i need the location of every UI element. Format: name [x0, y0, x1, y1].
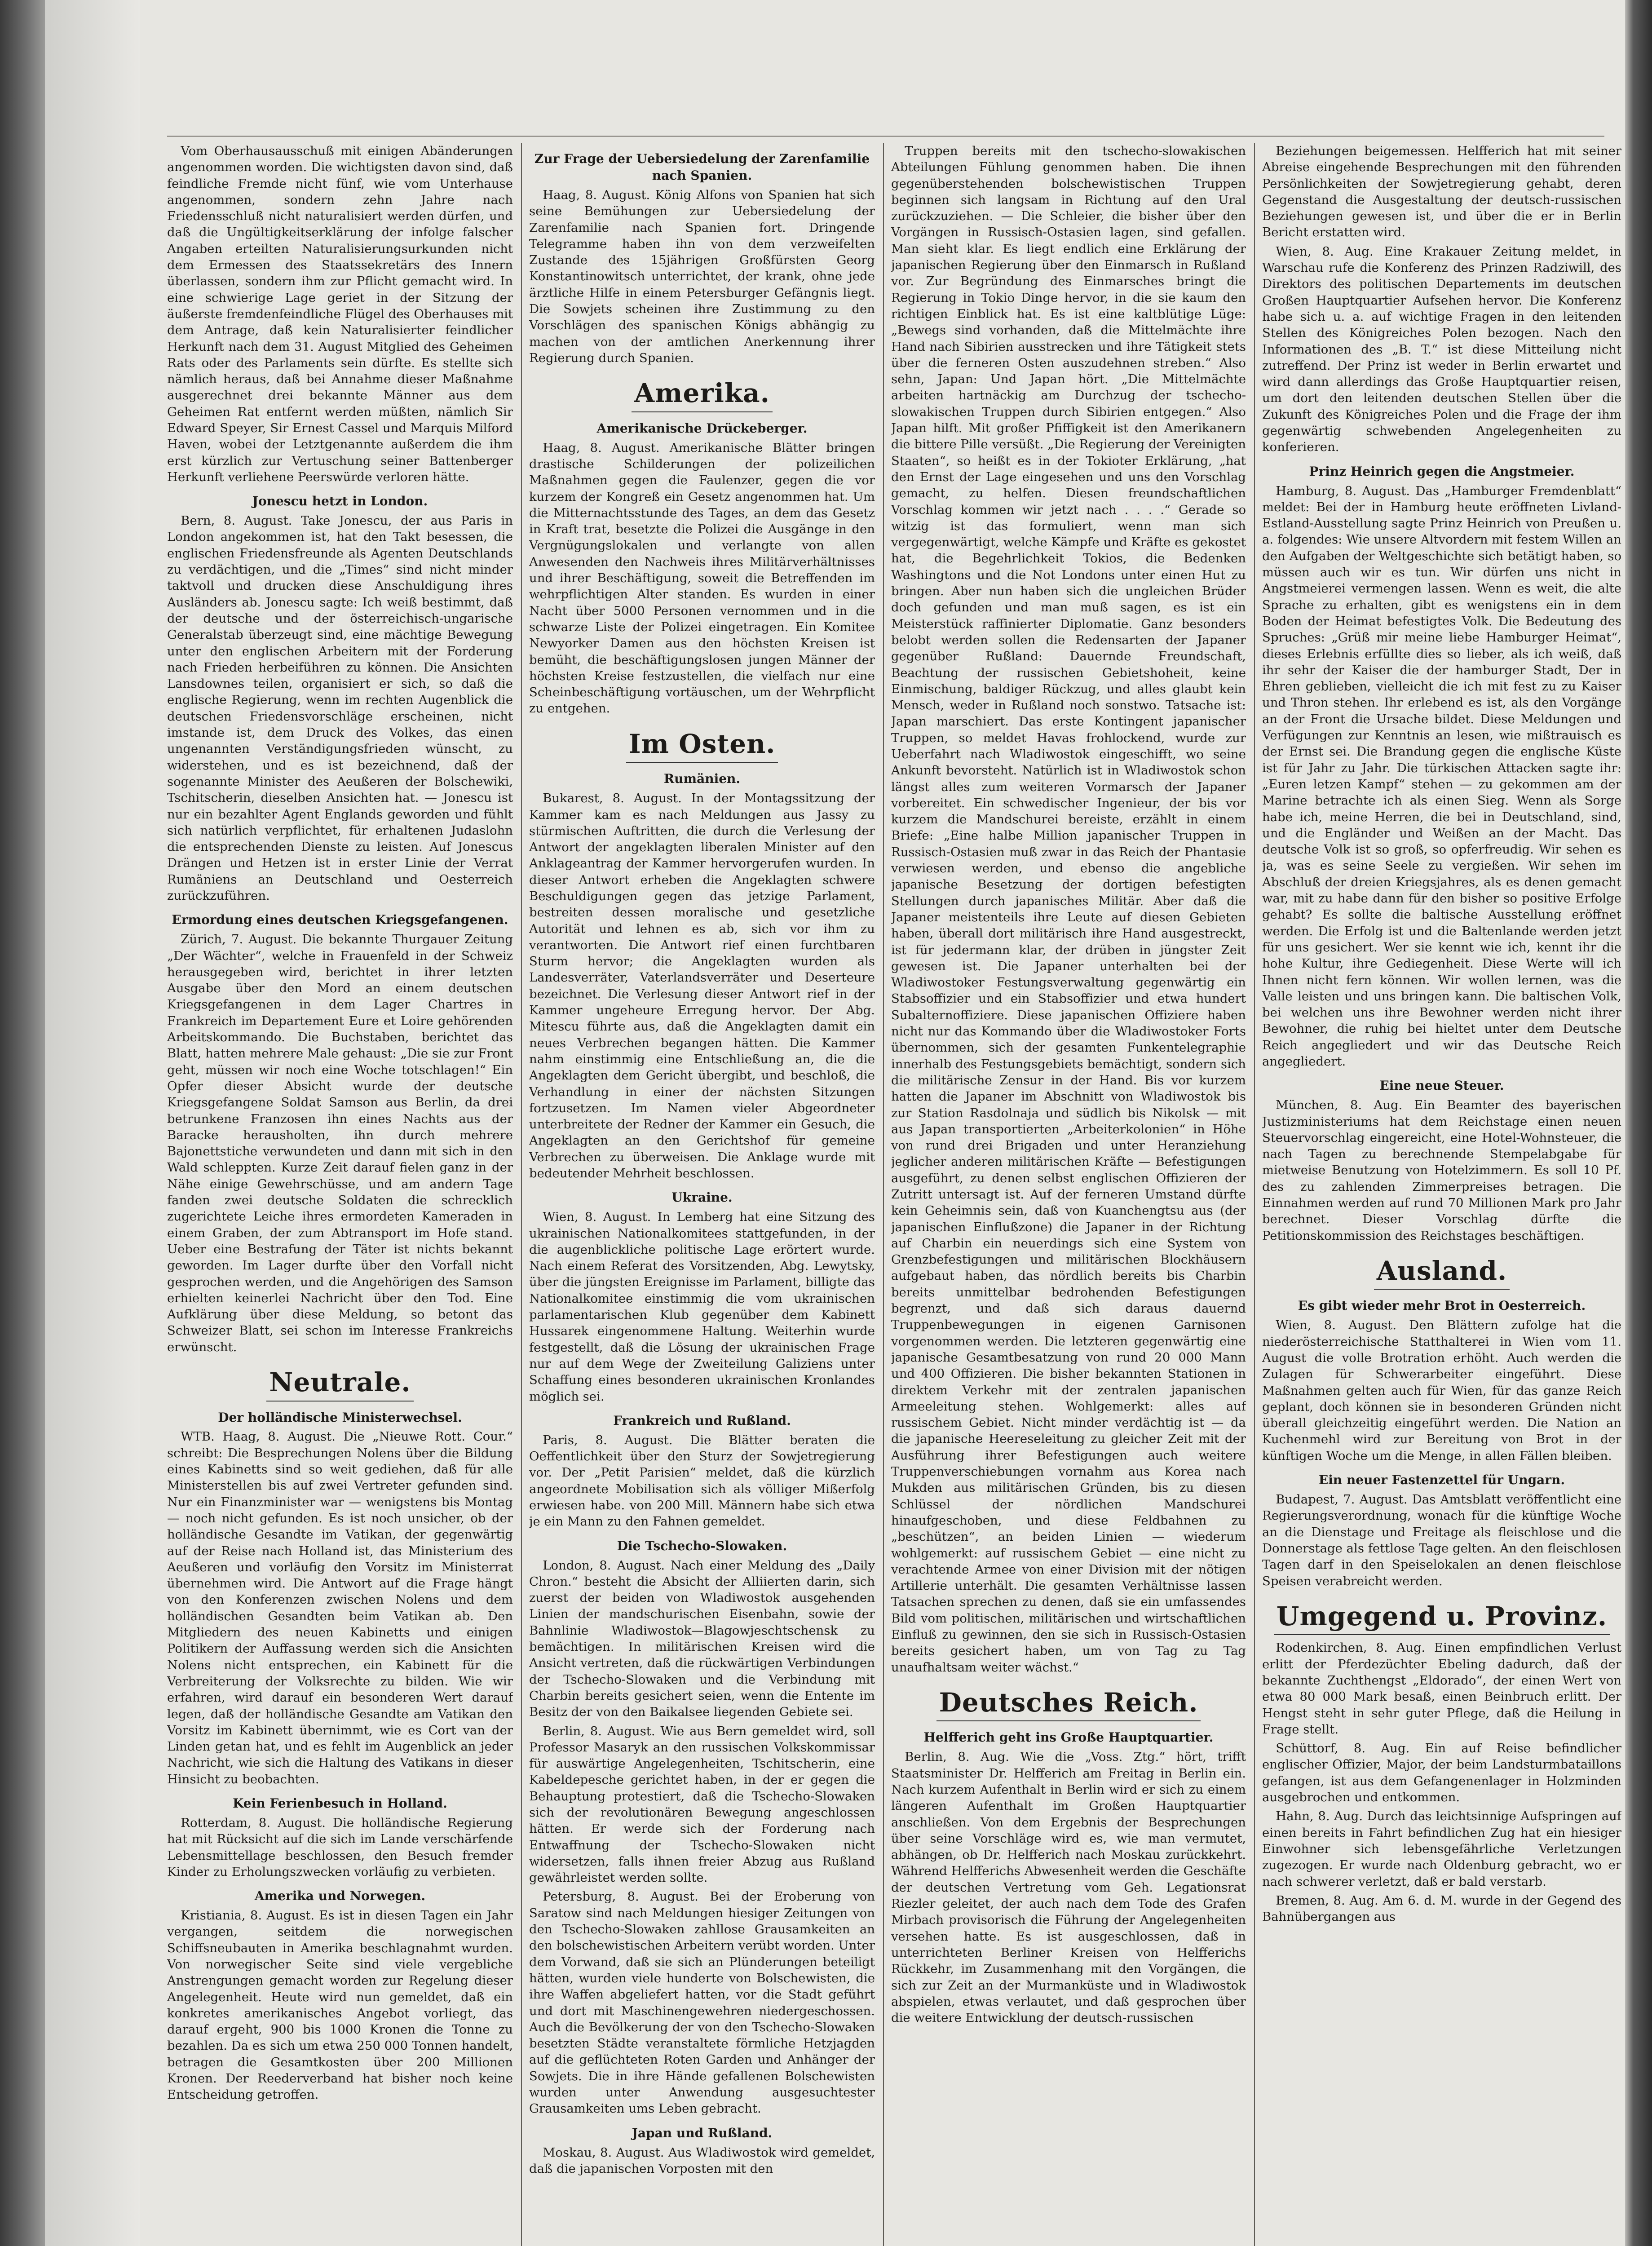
article-headline: Amerikanische Drückeberger. — [596, 420, 808, 436]
column-1 — [167, 143, 513, 2246]
article-paragraph: Rotterdam, 8. August. Die holländische Regierung hat mit Rücksicht auf die sich im Lande verschärfende Lebensmittellage beschlossen, den Besuch fremder Kinder zu Erholungszwecken vorläufig zu verbieten. — [167, 1815, 513, 1879]
section-heading — [1262, 1599, 1621, 1636]
article-headline: Amerika und Norwegen. — [254, 1888, 426, 1904]
article-paragraph: Bukarest, 8. August. In der Montagssitzung der Kammer kam es nach Meldungen aus Jassy zu stürmischen Auftritten, die durch die Verlesung der Antwort der angeklagten liberalen Minister auf den Anklageantrag der Kammer hervorgerufen wurden. In dieser Antwort erheben die Angeklagten schwere Beschuldigungen gegen das jetzige Parlament, bestreiten dessen moralische und gesetzliche Autorität und lehnen es ab, sich vor ihm zu verantworten. Die Antwort rief einen furchtbaren Sturm hervor; die Angeklagten wurden als Landesverräter, Vaterlandsverräter und Deserteure bezeichnet. Die Verlesung dieser Antwort rief in der Kammer ungeheure Erregung hervor. Der Abg. Mitescu führte aus, daß die Angeklagten damit ein neues Verbrechen begangen hätten. Die Kammer nahm einstimmig eine Entschließung an, die die Angeklagten dem Gericht übergibt, und beschloß, die Verhandlung in einer der nächsten Sitzungen fortzusetzen. Im Namen vieler Abgeordneter unterbreitete der Redner der Kammer ein Gesuch, die Angeklagten an den Gerichtshof für gemeine Verbrechen zu überweisen. Die Anklage wurde mit bedeutender Mehrheit beschlossen. — [529, 791, 875, 1181]
article-headline: Prinz Heinrich gegen die Angstmeier. — [1309, 464, 1575, 479]
article-paragraph: Bremen, 8. Aug. Am 6. d. M. wurde in der Gegend des Bahnübergangen aus — [1262, 1893, 1621, 1924]
article-paragraph: Kristiania, 8. August. Es ist in diesen Tagen ein Jahr vergangen, seitdem die norwegischen Schiffsneubauten in Amerika beschlagnahmt wurden. Von norwegischer Seite sind viele vergebliche Anstrengungen gemacht worden zur Regelung dieser Angelegenheit. Heute wird nun gemeldet, daß ein konkretes amerikanisches Angebot vorliegt, das darauf ergeht, 900 bis 1000 Kronen die Tonne zu bezahlen. Da es sich um etwa 250 000 Tonnen handelt, betragen die Gesamtkosten über 200 Millionen Kronen. Der Reederverband hat bisher noch keine Entscheidung getroffen. — [167, 1908, 513, 2102]
article-paragraph: Budapest, 7. August. Das Amtsblatt veröffentlicht eine Regierungsverordnung, wonach für die künftige Woche an die Dienstage und Freitage als fleischlose und die Donnerstage als fettlose Tage gelten. An den fleischlosen Tagen darf in den Speiselokalen an denen fleischlose Speisen verabreicht werden. — [1262, 1492, 1621, 1588]
article-paragraph: Berlin, 8. August. Wie aus Bern gemeldet wird, soll Professor Masaryk an den russischen Volkskommissar für auswärtige Angelegenheiten, Tschitscherin, eine Kabeldepesche gerichtet haben, in der er gegen die Behauptung protestiert, daß die Tschecho-Slowaken sich der revolutionären Bewegung angeschlossen hätten. Er werde sich der Forderung nach Entwaffnung der Tschecho-Slowaken nicht widersetzen, falls ihnen freier Abzug aus Rußland gewährleistet werden sollte. — [529, 1724, 875, 1885]
article-headline: Ermordung eines deutschen Kriegsgefangenen. — [172, 912, 508, 928]
section-heading-text: Ausland. — [1374, 1254, 1510, 1290]
section-heading-text: Im Osten. — [626, 727, 778, 763]
article-headline: Rumänien. — [663, 771, 741, 787]
article-headline: Helfferich geht ins Große Hauptquartier. — [923, 1730, 1214, 1745]
article-paragraph: München, 8. Aug. Ein Beamter des bayerischen Justizministeriums hat dem Reichstage einen neuen Steuervorschlag eingereicht, eine Hotel-Wohnsteuer, die nach Tagen zu berechnende Stempelabgabe für mietweise Benutzung von Hotelzimmern. Es soll 10 Pf. des zu zahlenden Zimmerpreises betragen. Die Einnahmen werden auf rund 70 Millionen Mark pro Jahr berechnet. Dieser Vorschlag dürfte die Petitionskommission des Reichstages beschäftigen. — [1262, 1098, 1621, 1243]
section-heading-text: Neutrale. — [266, 1365, 413, 1402]
article-headline: Der holländische Ministerwechsel. — [218, 1410, 462, 1425]
header-rule — [167, 136, 1604, 137]
article-headline: Ein neuer Fastenzettel für Ungarn. — [1318, 1472, 1565, 1488]
article-paragraph: Rodenkirchen, 8. Aug. Einen empfindlichen Verlust erlitt der Pferdezüchter Ebeling dadurch, daß der bekannte Zuchthengst „Eldorado“, der einen Wert von etwa 80 000 Mark besaß, einen Beinbruch erlitt. Der Hengst steht in sehr guter Pflege, daß die Heilung in Frage stellt. — [1262, 1640, 1621, 1737]
left-margin — [45, 0, 140, 2246]
article-headline: Es gibt wieder mehr Brot in Oesterreich. — [1298, 1298, 1586, 1313]
article-headline: Eine neue Steuer. — [1379, 1078, 1504, 1093]
column-rule-2 — [883, 143, 884, 2246]
column-3 — [891, 143, 1246, 2246]
article-paragraph: Haag, 8. August. König Alfons von Spanien hat sich seine Bemühungen zur Uebersiedelung der Zarenfamilie nach Spanien fort. Dringende Telegramme haben ihn von dem verzweifelten Zustande des 15jährigen Großfürsten Georg Konstantinowitsch unterrichtet, der krank, ohne jede ärztliche Hilfe in einem Petersburger Gefängnis liegt. Die Sowjets scheinen ihre Zustimmung zu den Vorschlägen des spanischen Königs abhängig zu machen von der amtlichen Anerkennung ihrer Regierung durch Spanien. — [529, 187, 875, 365]
article-headline: Kein Ferienbesuch in Holland. — [233, 1796, 447, 1811]
column-rule-3 — [1254, 143, 1255, 2246]
article-paragraph: Hamburg, 8. August. Das „Hamburger Fremdenblatt“ meldet: Bei der in Hamburg heute eröffneten Livland-Estland-Ausstellung sagte Prinz Heinrich von Preußen u. a. folgendes: Wie unsere Altvordern mit festem Willen an den Aufgaben der Weltgeschichte sich betätigt haben, so müssen auch wir es tun. Wir dürfen uns nicht in Angstmeierei vermengen lassen. Wenn es weit, die alte Sprache zu erhalten, gibt es wenigstens ein in dem Boden der Heimat befestigtes Volk. Die Bedeutung des Spruches: „Grüß mir meine liebe Hamburger Heimat“, dieses Erlebnis erfüllte dies so lieber, als ich weiß, daß ihr sehr der Kaiser die der hamburger Stadt, Der in Ehren geblieben, vielleicht die ich mit fest zu zu Kaiser und Thron stehen. Ihr erlebend es ist, als den Vorgänge an der Front die Ursache bildet. Diese Meldungen und Verfügungen zur Kenntnis an lesen, wie mißtrauisch es der Ernst sei. Die Brandung gegen die englische Küste ist für Jahr zu Jahr. Die türkischen Attacken sagte ihr: „Euren letzen Kampf“ stehen — zu gekommen am der Marine betrachte ich als einen Sieg. Wenn als Sorge habe ich, meine Herren, die bei in Deutschland, sind, und die Engländer und Weißen an der Macht. Das deutsche Volk ist so groß, so opferfreudig. Wir sehen es ja, was es seine Seele zu vergießen. Wir sehen im Abschluß der dreien Kriegsjahres, als es denen gemacht war, mit zu habe dann für den bisher so positive Erfolge gehabt? Es sollte die baltische Ausstellung eröffnet werden. Die Erfolg ist und die Baltenlande werden jetzt für uns gesichert. Wer sie kennt wie ich, kennt ihr die hohe Kultur, ihre Gediegenheit. Diese Werte will ich Ihnen nicht fern können. Wir wollen lernen, was die Valle leisten und uns bringen kann. Die baltischen Volk, bei welchen uns ihre Bewohner werden nicht ihrer Bewohner, die ruhig bei hieltet unter dem Deutsche Reich angegliedert und wir das Deutsche Reich angegliedert. — [1262, 483, 1621, 1069]
column-2 — [529, 143, 875, 2246]
column-rule-1 — [521, 143, 522, 2246]
section-heading — [529, 727, 875, 763]
article-paragraph: Moskau, 8. August. Aus Wladiwostok wird gemeldet, daß die japanischen Vorposten mit den — [529, 2145, 875, 2176]
article-paragraph: Zürich, 7. August. Die bekannte Thurgauer Zeitung „Der Wächter“, welche in Frauenfeld in der Schweiz herausgegeben wird, berichtet in ihrer letzten Ausgabe über den Mord an einem deutschen Kriegsgefangenen in dem Lager Chartres in Frankreich im Departement Eure et Loire gehörenden Arbeitskommando. Die Buchstaben, berichtet das Blatt, hatten mehrere Male gehaust: „Die sie zur Front geht, müssen wir noch eine Woche totschlagen!“ Ein Opfer dieser Absicht wurde der deutsche Kriegsgefangene Soldat Samson aus Berlin, da drei betrunkene Franzosen ihn eines Nachts aus der Baracke herausholten, ihn durch mehrere Bajonettstiche verwundeten und dann mit sich in den Wald schleppten. Kurze Zeit darauf fielen ganz in der Nähe einige Gewehrschüsse, und am andern Tage fanden zwei deutsche Soldaten die schrecklich zugerichtete Leiche ihres ermordeten Kameraden in einem Graben, der zum Abtransport im Hofe stand. Ueber eine Bestrafung der Täter ist nichts bekannt geworden. Im Lager durfte über den Vorfall nicht gesprochen werden, und die Angehörigen des Samson erhielten keinerlei Nachricht über den Tod. Eine Aufklärung über diese Meldung, so betont das Schweizer Blatt, sei schon im Interesse Frankreichs erwünscht. — [167, 932, 513, 1354]
section-heading-text: Deutsches Reich. — [936, 1685, 1201, 1722]
article-paragraph: London, 8. August. Nach einer Meldung des „Daily Chron.“ besteht die Absicht der Alliierten darin, sich zuerst der beiden von Wladiwostok ausgehenden Linien der mandschurischen Eisenbahn, sowie der Bahnlinie Wladiwostok—Blagowjeschtschensk zu bemächtigen. In militärischen Kreisen wird die Ansicht vertreten, daß die rückwärtigen Verbindungen der Tschecho-Slowaken und die Verbindung mit Charbin bereits gesichert seien, wenn die Entente im Besitz der von den Baikalsee liegenden Gebiete sei. — [529, 1558, 875, 1720]
article-paragraph: Hahn, 8. Aug. Durch das leichtsinnige Aufspringen auf einen bereits in Fahrt befindlichen Zug hat ein hiesiger Einwohner sich lebensgefährliche Verletzungen zugezogen. Er wurde nach Oldenburg gebracht, wo er nach schwerer verletzt, daß er bald verstarb. — [1262, 1809, 1621, 1889]
article-headline: Frankreich und Rußland. — [613, 1413, 791, 1428]
section-heading — [891, 1685, 1246, 1722]
article-paragraph: Berlin, 8. Aug. Wie die „Voss. Ztg.“ hört, trifft Staatsminister Dr. Helfferich am Freitag in Berlin ein. Nach kurzem Aufenthalt in Berlin wird er sich zu einem längeren Aufenthalt im Großen Hauptquartier anschließen. Von dem Ergebnis der Besprechungen über seine Vorschläge wird es, wie man vermutet, abhängen, ob Dr. Helfferich nach Moskau zurückkehrt. Während Helfferichs Abwesenheit werden die Geschäfte der deutschen Vertretung vom Geh. Legationsrat Riezler geleitet, der auch nach dem Tode des Grafen Mirbach provisorisch die Führung der Angelegenheiten versehen hatte. Es ist ausgeschlossen, daß in unterrichteten Berliner Kreisen von Helfferichs Rückkehr, im Zusammenhang mit den Vorgängen, die sich zur Zeit an der Murmanküste und in Wladiwostok abspielen, etwas verlautet, und daß gesprochen über die weitere Entwicklung der deutsch-russischen — [891, 1750, 1246, 2025]
article-headline: Die Tschecho-Slowaken. — [617, 1538, 787, 1553]
section-heading — [1262, 1254, 1621, 1290]
section-heading-text: Umgegend u. Provinz. — [1274, 1599, 1610, 1636]
article-headline: Jonescu hetzt in London. — [252, 494, 428, 509]
article-paragraph: WTB. Haag, 8. August. Die „Nieuwe Rott. Cour.“ schreibt: Die Besprechungen Nolens über die Bildung eines Kabinetts sind so weit gediehen, daß für alle Ministerstellen bis auf zwei Vertreter gefunden sind. Nur ein Finanzminister war — wenigstens bis Montag — noch nicht gefunden. Es ist noch unsicher, ob der holländische Gesandte im Vatikan, der gegenwärtig auf der Reise nach Holland ist, das Ministerium des Aeußeren und vorläufig den Vorsitz im Ministerrat übernehmen wird. Die Antwort auf die Frage hängt von den Konferenzen zwischen Nolens und dem holländischen Gesandten beim Vatikan ab. Den Mitgliedern des neuen Kabinetts und einigen Politikern der Auffassung werden sich die Ansichten Nolens nicht entsprechen, ein Kabinett für die Verbreiterung der Volksrechte zu bilden. Wie wir erfahren, wird darauf ein besonderen Wert darauf legen, daß der holländische Gesandte am Vatikan den Vorsitz im Kabinett übernimmt, wie es Cort van der Linden getan hat, und es fehlt im Augenblick an jeder Nachricht, wie sich die Haltung des Vatikans in dieser Hinsicht zu beobachten. — [167, 1429, 513, 1786]
article-paragraph: Truppen bereits mit den tschecho-slowakischen Abteilungen Fühlung genommen haben. Die ihnen gegenüberstehenden bolschewistischen Truppen beginnen sich langsam in Richtung auf den Ural zurückzuziehen. — Die Schleier, die bisher über den Vorgängen in Russisch-Ostasien lagen, sind gefallen. Man sieht klar. Es liegt endlich eine Erklärung der japanischen Regierung über den Einmarsch in Rußland vor. Zur Begründung des Einmarsches bringt die Regierung in Tokio Dinge hervor, in die sie kaum den richtigen Einblick hat. Es ist eine kaltblütige Lüge: „Bewegs sind vorhanden, daß die Mittelmächte ihre Hand nach Sibirien ausstrecken und ihre Tätigkeit stets über die ferneren Osten auszudehnen streben.“ Also sehn, Japan: Und Japan hört. „Die Mittelmächte arbeiten hartnäckig am Durchzug der tschecho-slowakischen Truppen durch Sibirien entgegen.“ Also Japan hilft. Mit großer Pfiffigkeit ist den Amerikanern die bittere Pille versüßt. „Die Regierung der Vereinigten Staaten“, so heißt es in der Tokioter Erklärung, „hat den Ernst der Lage eingesehen und uns den Vorschlag gemacht, zu helfen. Diesen freundschaftlichen Vorschlag kommen wir jetzt nach . . . .“ Gerade so witzig ist das formuliert, wenn man sich vergegenwärtigt, welche Kämpfe und Kräfte es gekostet hat, die Begehrlichkeit Tokios, die Bedenken Washingtons und die Not Londons unter einen Hut zu bringen. Aber nun haben sich die ungleichen Brüder doch gefunden und man muß sagen, es ist ein Meisterstück raffinierter Diplomatie. Ganz besonders belobt werden sollen die Redensarten der Japaner gegenüber Rußland: Dauernde Freundschaft, Beachtung der russischen Gebietshoheit, keine Einmischung, baldiger Rückzug, und alles glaubt kein Mensch, weder in Rußland noch sonstwo. Tatsache ist: Japan marschiert. Das erste Kontingent japanischer Truppen, so meldet Havas frohlockend, wurde zur Ueberfahrt nach Wladiwostok eingeschifft, wo seine Ankunft bevorsteht. Natürlich ist in Wladiwostok schon längst alles zum weiteren Vormarsch der Japaner vorbereitet. Ein schwedischer Ingenieur, der bis vor kurzem die Mandschurei bereiste, erzählt in einem Briefe: „Eine halbe Million japanischer Truppen in Russisch-Ostasien muß zwar in das Reich der Phantasie verwiesen werden, und ebenso die angebliche japanische Besetzung der dortigen befestigten Stellungen durch japanisches Militär. Aber daß die Japaner meistenteils ihre Leute auf diesen Gebieten haben, überall dort militärisch ihre Hand ausgestreckt, ist für jedermann klar, der drüben in jüngster Zeit gewesen ist. Die Japaner unterhalten bei der Wladiwostoker Festungsverwaltung gegenwärtig ein Stabsoffizier und ein Stabsoffizier und etwa hundert Subalternoffiziere. Diese japanischen Offiziere haben nicht nur das Kommando über die Wladiwostoker Forts übernommen, sich der gesamten Funkentelegraphie innerhalb des Festungsgebiets bemächtigt, sondern sich die militärische Zensur in der Hand. Bis vor kurzem hatten die Japaner im Abschnitt von Wladiwostok bis zur Station Rasdolnaja und südlich bis Nikolsk — mit aus Japan transportierten „Arbeiterkolonien“ in Höhe von rund drei Brigaden und unter Heranziehung jeglicher anderen militärischen Kräfte — Befestigungen ausgeführt, zu denen selbst englischen Offizieren der Zutritt untersagt ist. Auf der ferneren Umstand dürfte kein Geheimnis sein, daß von Kuanchengtsu aus (der japanischen Einflußzone) die Japaner in der Richtung auf Charbin ein neuerdings sich eine System von Grenzbefestigungen und militärischen Blockhäusern aufgebaut haben, das nördlich bereits bis Charbin bereits unmittelbar bedrohenden Befestigungen begrenzt, und daß sich daraus dauernd Truppenbewegungen in eigenen Garnisonen vorgenommen werden. Die letzteren gegenwärtig eine japanische Gesamtbesatzung von rund 20 000 Mann und 400 Offizieren. Die bisher bekannten Stationen in direktem Verkehr mit der zentralen japanischen Armeeleitung stehen. Wohlgemerkt: alles auf russischem Gebiet. Nicht minder verdächtig ist — da die japanische Heereseleitung zu gleicher Zeit mit der Ausführung ihrer Befestigungen auch weitere Truppenverschiebungen vornahm aus Korea nach Mukden aus militärischen Gründen, bis zu diesen Schlüssel der nördlichen Mandschurei hinaufgeschoben, und diese Feldbahnen zu „beschützen“, an beiden Linien — wiederum wohlgemerkt: auf russischem Gebiet — eine nicht zu verachtende Armee von einer Division mit der nötigen Artillerie unterhält. Die gesamten Verhältnisse lassen Tatsachen sprechen zu denen, daß sie ein umfassendes Bild vom politischen, militärischen und wirtschaftlichen Einfluß zu gewinnen, den sie sich in Russisch-Ostasien bereits gesichert haben, um von Tag zu Tag unaufhaltsam weiter wächst.“ — [891, 144, 1246, 1675]
article-paragraph: Wien, 8. August. In Lemberg hat eine Sitzung des ukrainischen Nationalkomitees stattgefunden, in der die augenblickliche politische Lage erörtert wurde. Nach einem Referat des Vorsitzenden, Abg. Lewytsky, über die jüngsten Ereignisse im Parlament, billigte das Nationalkomitee einstimmig die vom ukrainischen parlamentarischen Klub gegenüber dem Kabinett Hussarek eingenommene Haltung. Weiterhin wurde festgestellt, daß die Lösung der ukrainischen Frage nur auf dem Wege der Zweiteilung Galiziens unter Schaffung eines besonderen ukrainischen Kronlandes möglich sei. — [529, 1210, 875, 1404]
section-heading — [529, 376, 875, 412]
article-paragraph: Wien, 8. August. Den Blättern zufolge hat die niederösterreichische Statthalterei in Wien vom 11. August die volle Brotration erhöht. Auch werden die Zulagen für Schwerarbeiter eingeführt. Diese Maßnahmen gelten auch für Wien, für das ganze Reich geplant, doch können sie in besonderen Gründen nicht überall gleichzeitig eingeführt werden. Die Nation an Kuchenmehl wird zur Bereitung von Brot in der künftigen Woche um die Menge, in allen Fällen bleiben. — [1262, 1318, 1621, 1463]
article-paragraph: Schüttorf, 8. Aug. Ein auf Reise befindlicher englischer Offizier, Major, der beim Landsturmbataillons gefangen, ist aus dem Gefangenenlager in Holzminden ausgebrochen und entkommen. — [1262, 1741, 1621, 1805]
section-heading-text: Amerika. — [632, 376, 773, 412]
article-paragraph: Vom Oberhausausschuß mit einigen Abänderungen angenommen worden. Die wichtigsten davon sind, daß feindliche Fremde nicht fünf, wie vom Unterhause angenommen, sondern zehn Jahre nach Friedensschluß nicht naturalisiert werden dürfen, und daß die Ungültigkeitserklärung der infolge falscher Angaben erteilten Naturalisierungsurkunden nicht dem Ermessen des Staatssekretärs des Innern überlassen, sondern ihm zur Pflicht gemacht wird. In eine schwierige Lage geriet in der Sitzung der äußerste fremdenfeindliche Flügel des Oberhauses mit dem Antrage, daß kein Naturalisierter feindlicher Herkunft nach dem 31. August Mitglied des Geheimen Rats oder des Parlaments sein dürfte. Es stellte sich nämlich heraus, daß bei Annahme dieser Maßnahme ausgerechnet drei bekannte Männer aus dem Geheimen Rat entfernt werden müßten, nämlich Sir Edward Speyer, Sir Ernest Cassel und Marquis Milford Haven, wobei der Letztgenannte außerdem die ihm erst kürzlich zur Vertuschung seiner Battenberger Herkunft verliehene Peerswürde verloren hätte. — [167, 144, 513, 484]
section-heading — [167, 1365, 513, 1402]
article-headline: Japan und Rußland. — [632, 2125, 773, 2140]
article-headline: Zur Frage der Uebersiedelung der Zarenfamilie nach Spanien. — [534, 151, 870, 183]
article-paragraph: Bern, 8. August. Take Jonescu, der aus Paris in London angekommen ist, hat den Takt besessen, die englischen Friedensfreunde als Agenten Deutschlands zu verdächtigen, und die „Times“ sind nicht minder taktvoll und drucken diese Anschuldigung ihres Ausländers ab. Jonescu sagte: Ich weiß bestimmt, daß der deutsche und der österreichisch-ungarische Generalstab überzeugt sind, eine mächtige Bewegung unter den englischen Arbeitern mit der Forderung nach Frieden herbeiführen zu können. Die Ansichten Lansdownes teilen, organisiert er sich, so daß die englische Regierung, wenn im rechten Augenblick die deutschen Friedensvorschläge erscheinen, nicht imstande ist, dem Druck des Volkes, das einen ungenannten Verständigungsfrieden wünscht, zu widerstehen, und es ist bezeichnend, daß der sogenannte Minister des Aeußeren der Bolschewiki, Tschitscherin, dieselben Ansichten hat. — Jonescu ist nur ein bezahlter Agent Englands geworden und fühlt sich natürlich verpflichtet, für erhaltenen Judaslohn die entsprechenden Dienste zu leisten. Auf Jonescus Drängen und Hetzen ist in erster Linie der Verrat Rumäniens an Deutschland und Oesterreich zurückzuführen. — [167, 513, 513, 903]
right-page-edge — [1625, 0, 1652, 2246]
article-paragraph: Beziehungen beigemessen. Helfferich hat mit seiner Abreise eingehende Besprechungen mit den führenden Persönlichkeiten der Sowjetregierung gehabt, deren Gegenstand die Ausgestaltung der deutsch-russischen Beziehungen gewesen ist, und über die er in Berlin Bericht erstatten wird. — [1262, 144, 1621, 240]
article-paragraph: Paris, 8. August. Die Blätter beraten die Oeffentlichkeit über den Sturz der Sowjetregierung vor. Der „Petit Parisien“ meldet, daß die kürzlich angeordnete Mobilisation sich als völliger Mißerfolg erwiesen habe. von 200 Mill. Männern habe sich etwa je ein Mann zu den Fahnen gemeldet. — [529, 1432, 875, 1529]
article-paragraph: Haag, 8. August. Amerikanische Blätter bringen drastische Schilderungen der polizeilichen Maßnahmen gegen die Faulenzer, gegen die vor kurzem der Kongreß ein Gesetz angenommen hat. Um die Mitternachtsstunde des Tages, an dem das Gesetz in Kraft trat, besetzte die Polizei die Ausgänge in den Vergnügungslokalen und verlangte von allen Anwesenden den Nachweis ihres Militärverhältnisses und ihrer Beschäftigung, soweit die Betreffenden im wehrpflichtigen Alter standen. Es wurden in einer Nacht über 5000 Personen vernommen und in die schwarze Liste der Polizei eingetragen. Ein Komitee Newyorker Damen aus den höchsten Kreisen ist bemüht, die beschäftigungslosen jungen Männer der höchsten Kreise festzustellen, die vielfach nur eine Scheinbeschäftigung vortäuschen, um der Wehrpflicht zu entgehen. — [529, 440, 875, 716]
article-headline: Ukraine. — [671, 1190, 733, 1205]
book-binding — [0, 0, 45, 2246]
article-paragraph: Wien, 8. Aug. Eine Krakauer Zeitung meldet, in Warschau rufe die Konferenz des Prinzen Radziwill, des Direktors des politischen Departements im deutschen Großen Hauptquartier Aufsehen hervor. Die Konferenz habe sich u. a. auf wichtige Fragen in den leitenden Stellen des Königreiches Polen bezogen. Nach den Informationen des „B. T.“ ist diese Mitteilung nicht zutreffend. Der Prinz ist weder in Berlin erwartet und wird dann allerdings das Große Hauptquartier reisen, um dort den leitenden deutschen Stellen über die Zukunft des Königreiches Polen und die Frage der ihm gegenwärtig schwebenden Angelegenheiten zu konferieren. — [1262, 244, 1621, 455]
article-paragraph: Petersburg, 8. August. Bei der Eroberung von Saratow sind nach Meldungen hiesiger Zeitungen von den Tschecho-Slowaken zahllose Grausamkeiten an den bolschewistischen Arbeitern verübt worden. Unter dem Vorwand, daß sie sich an Plünderungen beteiligt hätten, wurden viele hunderte von Bolschewisten, die ihre Waffen abgeliefert hatten, vor die Stadt geführt und dort mit Maschinengewehren niedergeschossen. Auch die Bevölkerung der von den Tschecho-Slowaken besetzten Städte veranstaltete förmliche Hetzjagden auf die geflüchteten Roten Garden und Anhänger der Sowjets. Die in ihre Hände gefallenen Bolschewisten wurden unter Anwendung ausgesuchtester Grausamkeiten ums Leben gebracht. — [529, 1889, 875, 2116]
column-4 — [1262, 143, 1621, 2246]
